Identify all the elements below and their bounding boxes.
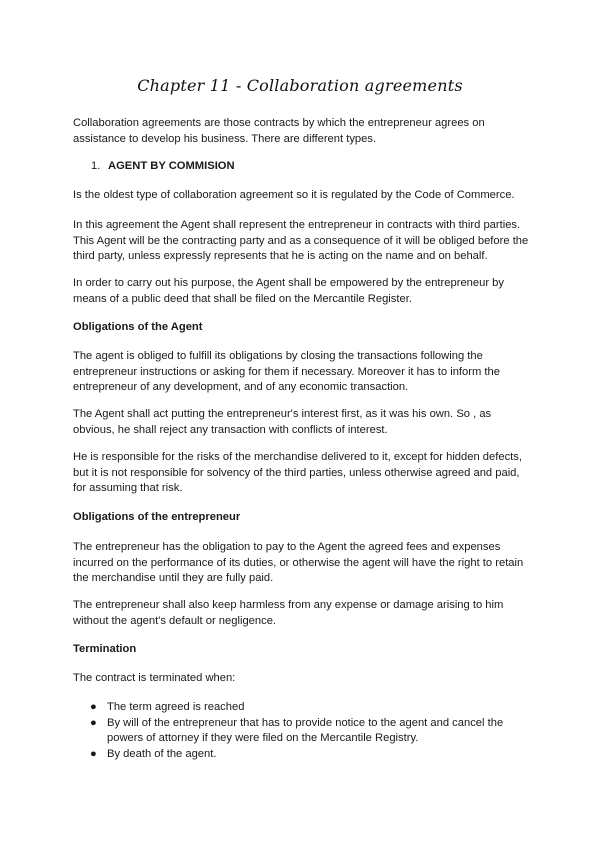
termination-intro-text: The contract is terminated when: bbox=[73, 672, 236, 684]
agent-obligations-p2 bbox=[73, 407, 533, 438]
empowered-paragraph bbox=[73, 276, 533, 307]
entrepreneur-obligations-p2 bbox=[73, 598, 533, 629]
bullet-icon: ● bbox=[90, 701, 97, 713]
agent-p3-text: He is responsible for the risks of the merchandise delivered to it, except for hidden defects, but it is not responsible for solvency of the third parties, unless otherwise agreed and paid, for assuming that risk. bbox=[73, 451, 522, 495]
list-item: ● The term agreed is reached bbox=[73, 700, 533, 716]
entrepreneur-obligations-p1 bbox=[73, 540, 533, 587]
ent-p2-text: The entrepreneur shall also keep harmless from any expense or damage arising to him without the agent's default or negligence. bbox=[73, 599, 504, 627]
chapter-title: Chapter 11 - Collaboration agreements bbox=[137, 76, 463, 95]
oldest-text: Is the oldest type of collaboration agreement so it is regulated by the Code of Commerce. bbox=[73, 189, 515, 201]
agent-p1-text: The agent is obliged to fulfill its obligations by closing the transactions following the entrepreneur instructions or asking for them if necessary. Moreover it has to inform the entrepreneur of any development, and of any economic transaction. bbox=[73, 350, 500, 394]
intro-paragraph bbox=[73, 116, 533, 147]
represent-paragraph bbox=[73, 218, 533, 265]
bullet-icon: ● bbox=[90, 716, 97, 729]
bullet-icon: ● bbox=[90, 747, 97, 760]
ent-p1-text: The entrepreneur has the obligation to pay to the Agent the agreed fees and expenses incurred on the performance of its duties, or otherwise the agent will have the right to retain the merchandise until they are fully paid. bbox=[73, 541, 524, 585]
agent-obligations-p3 bbox=[73, 450, 533, 497]
section-number: 1. bbox=[91, 160, 101, 172]
termination-heading: Termination bbox=[73, 643, 137, 655]
entrepreneur-obligations-heading: Obligations of the entrepreneur bbox=[73, 511, 241, 523]
section-1-heading bbox=[91, 159, 235, 175]
section-title: AGENT BY COMMISION bbox=[108, 160, 235, 172]
agent-p2-text: The Agent shall act putting the entrepreneur's interest first, as it was his own. So , as obvious, he shall reject any transaction with conflicts of interest. bbox=[73, 408, 492, 436]
represent-text: In this agreement the Agent shall represent the entrepreneur in contracts with third parties. This Agent will be the contracting party and as a consequence of it will be obliged before the third party, unless expressly represents that he is acting on the name and on behalf. bbox=[73, 219, 529, 263]
list-item: ● By will of the entrepreneur that has to provide notice to the agent and cancel the powers of attorney if they were filed on the Mercantile Registry. bbox=[90, 716, 504, 745]
agent-obligations-heading: Obligations of the Agent bbox=[73, 321, 203, 333]
intro-text: Collaboration agreements are those contracts by which the entrepreneur agrees on assistance to develop his business. There are different types. bbox=[73, 117, 485, 145]
empowered-text: In order to carry out his purpose, the Agent shall be empowered by the entrepreneur by means of a public deed that shall be filed on the Mercantile Register. bbox=[73, 277, 504, 305]
termination-intro bbox=[73, 671, 533, 687]
termination-list bbox=[73, 700, 533, 762]
agent-obligations-p1 bbox=[73, 349, 533, 396]
oldest-paragraph bbox=[73, 188, 533, 204]
list-item: ● By death of the agent. bbox=[73, 747, 533, 763]
